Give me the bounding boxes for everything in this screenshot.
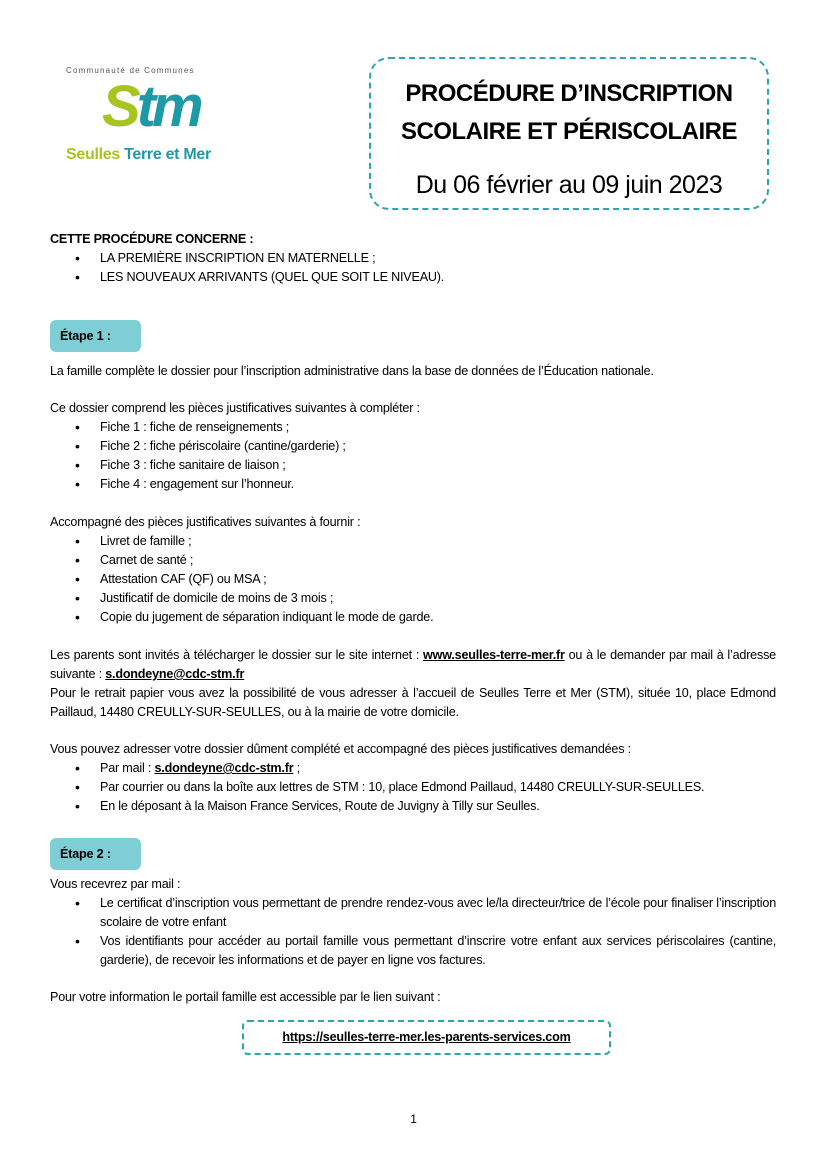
title-line-2: SCOLAIRE ET PÉRISCOLAIRE <box>400 118 738 145</box>
list-item: • Fiche 2 : fiche périscolaire (cantine/garderie) ; <box>50 437 776 456</box>
etape-1-section <box>50 362 776 816</box>
logo-top-text: Communauté de Communes <box>66 66 195 75</box>
list-item: • Par mail : s.dondeyne@cdc-stm.fr ; <box>50 759 776 778</box>
list-item: • Vos identifiants pour accéder au portail famille vous permettant d’inscrire votre enfant aux services périscolaires (cantine, garderie), de recevoir les informations et de payer en ligne vos factures. <box>50 932 776 970</box>
list-item: • LES NOUVEAUX ARRIVANTS (QUEL QUE SOIT LE NIVEAU). <box>50 268 776 287</box>
concerne-heading: CETTE PROCÉDURE CONCERNE : <box>50 232 254 246</box>
etape-2-heading: Vous recevrez par mail : <box>50 877 181 891</box>
list-item: • Fiche 4 : engagement sur l’honneur. <box>50 475 776 494</box>
email-link[interactable]: s.dondeyne@cdc-stm.fr <box>154 761 294 775</box>
list-item: • Attestation CAF (QF) ou MSA ; <box>50 570 776 589</box>
title-line-1: PROCÉDURE D’INSCRIPTION <box>405 80 733 107</box>
portail-link[interactable]: https://seulles-terre-mer.les-parents-services.com <box>282 1030 571 1044</box>
concerne-section <box>50 230 776 287</box>
etape-1-intro: La famille complète le dossier pour l’inscription administrative dans la base de données de l’Éducation nationale. <box>50 364 654 378</box>
logo <box>66 66 241 170</box>
logo-mark: Stm <box>102 74 200 139</box>
list-item: • Copie du jugement de séparation indiquant le mode de garde. <box>50 608 776 627</box>
pieces-heading: Accompagné des pièces justificatives suivantes à fournir : <box>50 515 361 529</box>
list-item: • En le déposant à la Maison France Services, Route de Juvigny à Tilly sur Seulles. <box>50 797 776 816</box>
portail-text: Pour votre information le portail famille est accessible par le lien suivant : <box>50 990 441 1004</box>
logo-name: Seulles Terre et Mer <box>66 146 211 163</box>
fiches-heading: Ce dossier comprend les pièces justificatives suivantes à compléter : <box>50 401 420 415</box>
list-item: • Livret de famille ; <box>50 532 776 551</box>
title-dates: Du 06 février au 09 juin 2023 <box>415 171 723 199</box>
email-link[interactable]: s.dondeyne@cdc-stm.fr <box>105 667 245 681</box>
envoi-heading: Vous pouvez adresser votre dossier dûment complété et accompagné des pièces justificatives demandées : <box>50 742 631 756</box>
list-item: • Carnet de santé ; <box>50 551 776 570</box>
list-item: • Par courrier ou dans la boîte aux lettres de STM : 10, place Edmond Paillaud, 14480 CREULLY-SUR-SEULLES. <box>50 778 776 797</box>
title-box <box>369 57 769 210</box>
list-item: • Fiche 1 : fiche de renseignements ; <box>50 418 776 437</box>
download-paragraph: Les parents sont invités à télécharger le dossier sur le site internet : www.seulles-terre-mer.fr ou à le demander par mail à l’adresse suivante : s.dondeyne@cdc-stm.fr <box>50 648 776 681</box>
website-link[interactable]: www.seulles-terre-mer.fr <box>423 648 565 662</box>
list-item: • Fiche 3 : fiche sanitaire de liaison ; <box>50 456 776 475</box>
retrait-paragraph: Pour le retrait papier vous avez la possibilité de vous adresser à l’accueil de Seulles Terre et Mer (STM), située 10, place Edmond Paillaud, 14480 CREULLY-SUR-SEULLES, ou à la mairie de votre domicile. <box>50 686 776 719</box>
etape-2-section <box>50 875 776 1007</box>
portail-link-box <box>242 1020 611 1055</box>
list-item: • Justificatif de domicile de moins de 3 mois ; <box>50 589 776 608</box>
page-number: 1 <box>410 1112 417 1126</box>
list-item: • LA PREMIÈRE INSCRIPTION EN MATERNELLE ; <box>50 249 776 268</box>
list-item: • Le certificat d’inscription vous permettant de prendre rendez-vous avec le/la directeur/trice de l’école pour finaliser l’inscription scolaire de votre enfant <box>50 894 776 932</box>
etape-1-badge: Étape 1 : <box>50 320 141 352</box>
etape-2-badge: Étape 2 : <box>50 838 141 870</box>
